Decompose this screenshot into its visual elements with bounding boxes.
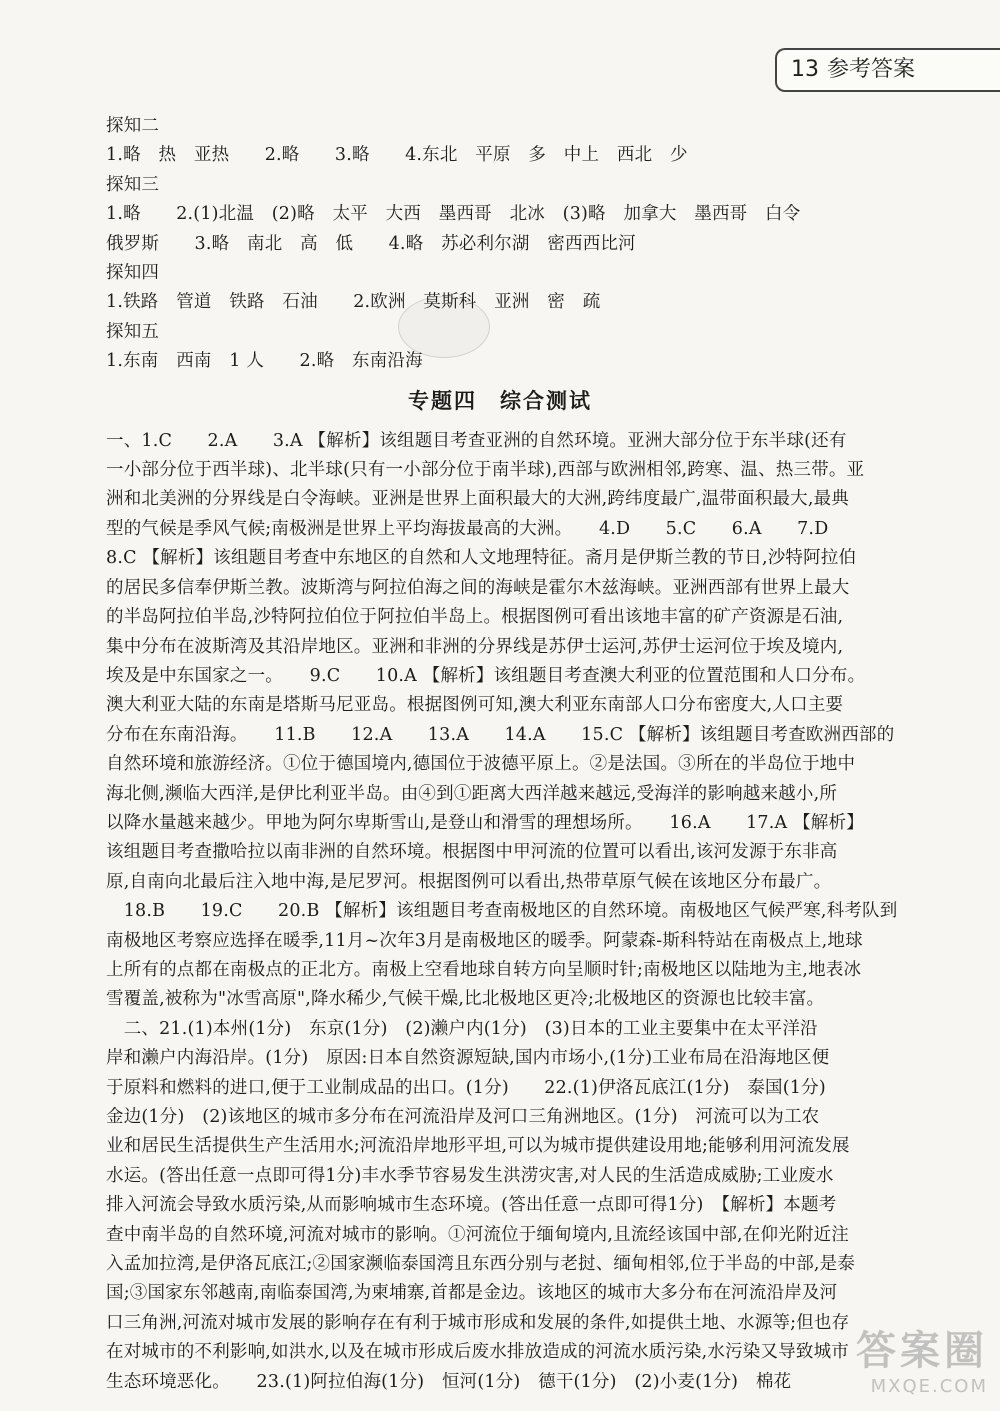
answer-line: 业和居民生活提供生产生活用水;河流沿岸地形平坦,可以为城市提供建设用地;能够利用河流发展 [106,1136,850,1157]
answer-line: 埃及是中东国家之一。 9.C 10.A 【解析】该组题目考查澳大利亚的位置范围和人口分布。 [106,665,866,686]
answer-line: 南极地区考察应选择在暖季,11月~次年3月是南极地区的暖季。阿蒙森-斯科特站在南极点上,地球 [106,930,863,951]
answer-line: 在对城市的不利影响,如洪水,以及在城市形成后废水排放造成的河流水质污染,水污染又导致城市 [106,1342,849,1363]
section-label-tanzhi5: 探知五 [106,321,160,342]
answer-line: 1.略 2.(1)北温 (2)略 太平 大西 墨西哥 北冰 (3)略 加拿大 墨西哥 白令 [106,204,801,225]
answer-line: 生态环境恶化。 23.(1)阿拉伯海(1分) 恒河(1分) 德干(1分) (2)小麦(1分) 棉花 [106,1371,792,1392]
answer-line: 上所有的点都在南极点的正北方。南极上空看地球自转方向呈顺时针;南极地区以陆地为主,地表冰 [106,959,862,980]
answer-line: 国;③国家东邻越南,南临泰国湾,为柬埔寨,首都是金边。该地区的城市大多分布在河流沿岸及河 [106,1283,838,1304]
section-label-tanzhi4: 探知四 [106,263,160,284]
answer-line: 的半岛阿拉伯半岛,沙特阿拉伯位于阿拉伯半岛上。根据图例可看出该地丰富的矿产资源是石油, [106,607,844,628]
answer-line: 该组题目考查撒哈拉以南非洲的自然环境。根据图中甲河流的位置可以看出,该河发源于东非高 [106,842,838,863]
answer-content [106,112,898,1397]
paragraph-part2 [106,897,898,1015]
answer-line: 一、1.C 2.A 3.A 【解析】该组题目考查亚洲的自然环境。亚洲大部分位于东半球(还有 [106,430,847,451]
answer-line: 原,自南向北最后注入地中海,是尼罗河。根据图例可以看出,热带草原气候在该地区分布最广。 [106,871,832,892]
header-title: 参考答案 [827,57,916,82]
answer-line: 于原料和燃料的进口,便于工业制成品的出口。(1分) 22.(1)伊洛瓦底江(1分) 泰国(1分) [106,1077,826,1098]
answer-line: 金边(1分) (2)该地区的城市多分布在河流沿岸及河口三角洲地区。(1分) 河流可以为工农 [106,1107,820,1127]
answer-line: 18.B 19.C 20.B 【解析】该组题目考查南极地区的自然环境。南极地区气候严寒,科考队到 [106,901,898,922]
answer-line: 以降水量越来越少。甲地为阿尔卑斯雪山,是登山和滑雪的理想场所。 16.A 17.A 【解析】 [106,812,864,833]
answer-line: 澳大利亚大陆的东南是塔斯马尼亚岛。根据图例可知,澳大利亚东南部人口分布密度大,人口主要 [106,695,844,716]
answer-line: 型的气候是季风气候;南极洲是世界上平均海拔最高的大洲。 4.D 5.C 6.A 7.D [106,518,829,539]
answer-line: 一小部分位于西半球)、北半球(只有一小部分位于南半球),西部与欧洲相邻,跨寒、温、热三带。亚 [106,460,865,481]
answer-line: 洲和北美洲的分界线是白令海峡。亚洲是世界上面积最大的大洲,跨纬度最广,温带面积最大,最典 [106,489,849,510]
answer-line: 的居民多信奉伊斯兰教。波斯湾与阿拉伯海之间的海峡是霍尔木兹海峡。亚洲西部有世界上最大 [106,577,850,598]
answer-line: 1.铁路 管道 铁路 石油 2.欧洲 莫斯科 亚洲 密 疏 [106,292,601,313]
answer-line: 俄罗斯 3.略 南北 高 低 4.略 苏必利尔湖 密西西比河 [106,233,636,254]
answer-line: 海北侧,濒临大西洋,是伊比利亚半岛。由④到①距离大西洋越来越远,受海洋的影响越来越小,所 [106,783,838,804]
paragraph-part3 [106,1015,894,1397]
answer-line: 8.C 【解析】该组题目考查中东地区的自然和人文地理特征。斋月是伊斯兰教的节日,沙特阿拉伯 [106,548,857,569]
answer-line: 岸和濑户内海沿岸。(1分) 原因:日本自然资源短缺,国内市场小,(1分)工业布局在沿海地区便 [106,1048,830,1069]
answer-line: 排入河流会导致水质污染,从而影响城市生态环境。(答出任意一点即可得1分) 【解析】本题考 [106,1195,837,1216]
answer-line: 自然环境和旅游经济。①位于德国境内,德国位于波德平原上。②是法国。③所在的半岛位于地中 [106,754,856,775]
page-number: 13 [791,57,819,82]
watermark-logo: 答案圈 [856,1328,988,1374]
topic-title: 专题四 综合测试 [408,388,592,413]
answer-line: 1.略 热 亚热 2.略 3.略 4.东北 平原 多 中上 西北 少 [106,145,688,166]
paragraph-part1 [106,427,894,898]
answer-line: 分布在东南沿海。 11.B 12.A 13.A 14.A 15.C 【解析】该组题目考查欧洲西部的 [106,724,895,745]
page-header-tab [775,48,1000,92]
section-label-tanzhi3: 探知三 [106,174,160,195]
watermark-url: MXQE.COM [870,1376,988,1397]
answer-line: 二、21.(1)本州(1分) 东京(1分) (2)濑户内(1分) (3)日本的工业主要集中在太平洋沿 [106,1018,818,1039]
answer-line: 雪覆盖,被称为"冰雪高原",降水稀少,气候干燥,比北极地区更冷;北极地区的资源也比较丰富。 [106,989,825,1010]
section-label-tanzhi2: 探知二 [106,116,160,136]
watermark [856,1319,988,1397]
answer-line: 查中南半岛的自然环境,河流对城市的影响。①河流位于缅甸境内,且流经该国中部,在仰光附近注 [106,1224,849,1245]
answer-line: 集中分布在波斯湾及其沿岸地区。亚洲和非洲的分界线是苏伊士运河,苏伊士运河位于埃及境内, [106,636,844,657]
answer-line: 水运。(答出任意一点即可得1分)丰水季节容易发生洪涝灾害,对人民的生活造成威胁;工业废水 [106,1165,834,1186]
answer-line: 入孟加拉湾,是伊洛瓦底江;②国家濒临泰国湾且东西分别与老挝、缅甸相邻,位于半岛的中部,是泰 [106,1254,856,1275]
answer-line: 1.东南 西南 1 人 2.略 东南沿海 [106,351,423,372]
answer-line: 口三角洲,河流对城市发展的影响存在有利于城市形成和发展的条件,如提供土地、水源等;但也存 [106,1312,850,1333]
